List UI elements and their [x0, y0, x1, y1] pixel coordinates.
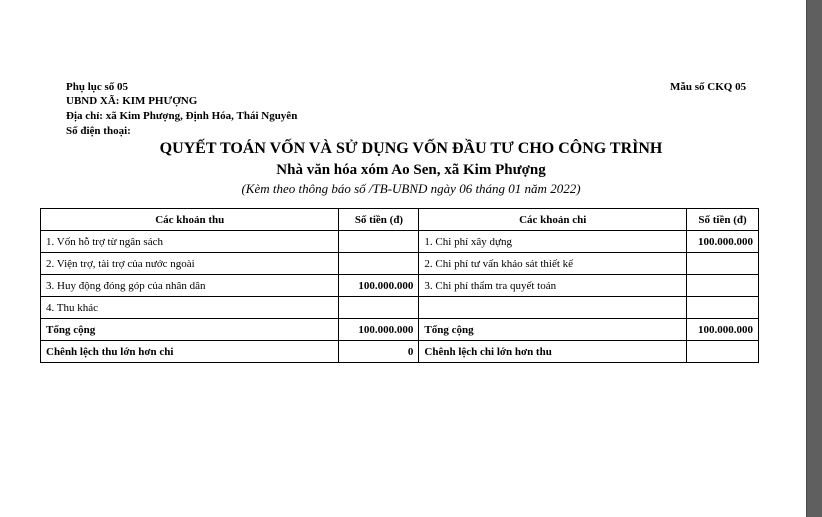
income-total-amount: 100.000.000	[339, 319, 419, 341]
income-item: 4. Thu khác	[41, 297, 339, 319]
income-total-label: Tổng cộng	[41, 319, 339, 341]
expense-surplus-label: Chênh lệch chi lớn hơn thu	[419, 341, 687, 363]
form-code-label: Mẫu số CKQ 05	[670, 81, 747, 93]
income-item: 1. Vốn hỗ trợ từ ngân sách	[41, 231, 339, 253]
income-surplus-amount: 0	[339, 341, 419, 363]
document-title: QUYẾT TOÁN VỐN VÀ SỬ DỤNG VỐN ĐẦU TƯ CHO CÔNG TRÌNH	[159, 140, 663, 157]
income-amount	[339, 231, 419, 253]
organization-label: UBND XÃ: KIM PHƯỢNG	[66, 95, 198, 107]
header-income-items: Các khoản thu	[41, 209, 339, 231]
income-item: 3. Huy động đóng góp của nhân dân	[41, 275, 339, 297]
expense-amount	[687, 297, 759, 319]
table-row	[41, 231, 759, 253]
document-note: (Kèm theo thông báo số /TB-UBND ngày 06 tháng 01 năm 2022)	[241, 181, 581, 196]
expense-item: 1. Chi phí xây dựng	[419, 231, 687, 253]
expense-total-amount: 100.000.000	[687, 319, 759, 341]
expense-item	[419, 297, 687, 319]
income-amount: 100.000.000	[339, 275, 419, 297]
expense-total-label: Tổng cộng	[419, 319, 687, 341]
address-label: Địa chỉ: xã Kim Phượng, Định Hóa, Thái Nguyên	[66, 110, 298, 122]
income-amount	[339, 297, 419, 319]
table-difference-row	[41, 341, 759, 363]
expense-item: 3. Chi phí thẩm tra quyết toán	[419, 275, 687, 297]
settlement-table	[40, 208, 759, 363]
document-subtitle: Nhà văn hóa xóm Ao Sen, xã Kim Phượng	[276, 162, 546, 178]
vertical-scrollbar[interactable]	[806, 0, 822, 517]
table-total-row	[41, 319, 759, 341]
expense-surplus-amount	[687, 341, 759, 363]
table-row	[41, 297, 759, 319]
income-surplus-label: Chênh lệch thu lớn hơn chi	[41, 341, 339, 363]
table-row	[41, 253, 759, 275]
header-income-amount: Số tiền (đ)	[339, 209, 419, 231]
income-amount	[339, 253, 419, 275]
table-row	[41, 275, 759, 297]
phone-label: Số điện thoại:	[66, 125, 131, 137]
expense-amount	[687, 253, 759, 275]
income-item: 2. Viện trợ, tài trợ của nước ngoài	[41, 253, 339, 275]
expense-amount	[687, 275, 759, 297]
appendix-label: Phụ lục số 05	[66, 81, 129, 93]
table-header-row	[41, 209, 759, 231]
expense-item: 2. Chi phí tư vấn khảo sát thiết kế	[419, 253, 687, 275]
expense-amount: 100.000.000	[687, 231, 759, 253]
header-expense-items: Các khoản chi	[419, 209, 687, 231]
header-expense-amount: Số tiền (đ)	[687, 209, 759, 231]
